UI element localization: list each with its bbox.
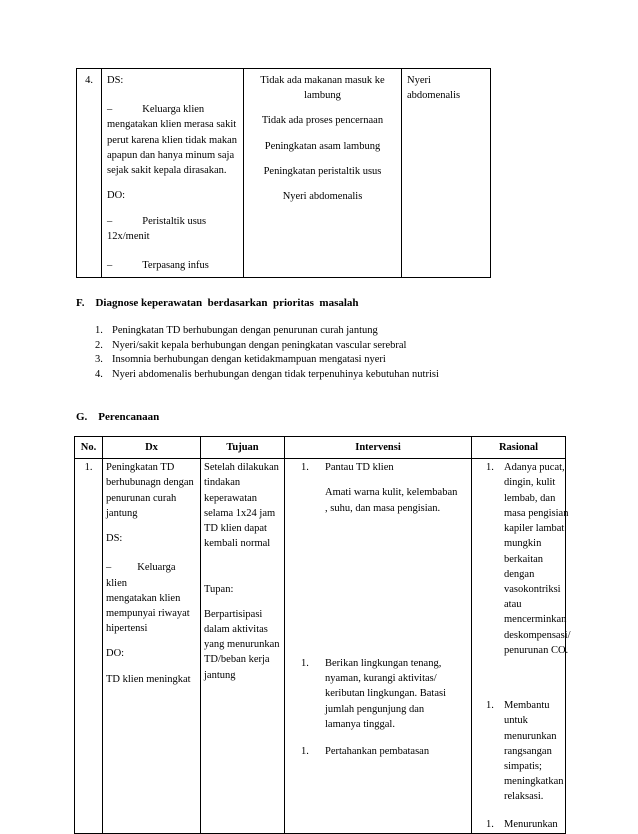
dx-cell [103,459,201,834]
planning-table [74,436,571,834]
tujuan-cell [201,459,285,834]
col-header-rasional: Rasional [472,437,566,459]
ds-item-rest: mengatakan klien merasa sakit perut karena klien tidak makan apapun dan hanya minum saja sejak sakit kepala dirasakan. [107,119,238,177]
rasional-item: 1. Adanya pucat, dingin, kulit lembab, dan masa pengisian kapiler lambat mungkin berkaitan dengan vasokontriksi atau mencerminkan deskompensasi/ penurunan CO. [486,462,571,656]
etiologi-item: Peningkatan asam lambung [264,140,381,152]
intervensi-cell [285,459,472,834]
row-number: 1. [75,459,103,834]
ds-item-rest: mengatakan klien mempunyai riwayat hipertensi [106,592,190,635]
assessment-table [76,68,491,278]
intervensi-item: 1. Berikan lingkungan tenang, nyaman, kurangi aktivitas/ keributan lingkungan. Batasi jumlah pengunjung dan lamanya tinggal. [301,657,447,730]
tupan-text: Berpartisipasi dalam aktivitas yang menurunkan TD/beban kerja jantung [204,608,280,681]
list-item: 2. Nyeri/sakit kepala berhubungan dengan peningkatan vascular serebral [95,339,407,351]
section-g-title: G. Perencanaan [76,411,160,423]
col-header-no: No. [75,437,103,459]
do-label: DO: [106,648,125,660]
tupan-label: Tupan: [204,583,234,595]
etiologi-item: Tidak ada proses pencernaan [261,115,384,127]
dx-title: Peningkatan TD berhubunagn dengan penurunan curah jantung [106,462,194,519]
list-item: 3. Insomnia berhubungan dengan ketidakmampuan mengatasi nyeri [95,354,386,365]
table-header-row [75,437,566,459]
ds-item: – Keluarga klien [106,562,176,589]
do-item: – Peristaltik usus [107,215,207,227]
etiologi-item: Peningkatan peristaltik usus [263,165,382,177]
do-item-rest: 12x/menit [107,230,150,242]
dx-cell [102,69,244,278]
do-label: DO: [107,190,126,202]
rasional-cell [472,459,571,834]
masalah-cell: Nyeri abdomenalis [402,69,491,278]
rasional-item: 1. Menurunkan [486,818,558,830]
rasional-item: 1. Membantu untuk menurunkan rangsangan simpatis; meningkatkan relaksasi. [486,700,564,803]
col-header-tujuan: Tujuan [201,437,285,459]
ds-item: – Keluarga klien [107,104,205,116]
col-header-dx: Dx [103,437,201,459]
etiologi-item: Tidak ada makanan masuk ke lambung [260,75,385,102]
diagnosis-list [95,324,439,382]
ds-label: DS: [107,75,124,86]
table-row [77,69,491,278]
ds-label: DS: [106,533,123,545]
section-f-title: F. Diagnose keperawatan berdasarkan prioritas masalah [76,297,359,309]
tujuan-main: Setelah dilakukan tindakan keperawatan selama 1x24 jam TD klien dapat kembali normal [204,462,279,550]
do-item: – Terpasang infus [107,259,209,271]
intervensi-item: 1. Pantau TD klien Amati warna kulit, kelembaban , suhu, dan masa pengisian. [301,462,458,514]
etiologi-item: Nyeri abdomenalis [282,191,363,203]
table-row [75,459,566,834]
etiologi-cell [244,69,402,278]
list-item: 4. Nyeri abdomenalis berhubungan dengan tidak terpenuhinya kebutuhan nutrisi [95,368,439,380]
list-item: 1. Peningkatan TD berhubungan dengan penurunan curah jantung [95,325,378,336]
do-text: TD klien meningkat [106,673,191,685]
col-header-intervensi: Intervensi [285,437,472,459]
intervensi-item: 1. Pertahankan pembatasan [301,745,430,757]
row-number: 4. [77,69,102,278]
